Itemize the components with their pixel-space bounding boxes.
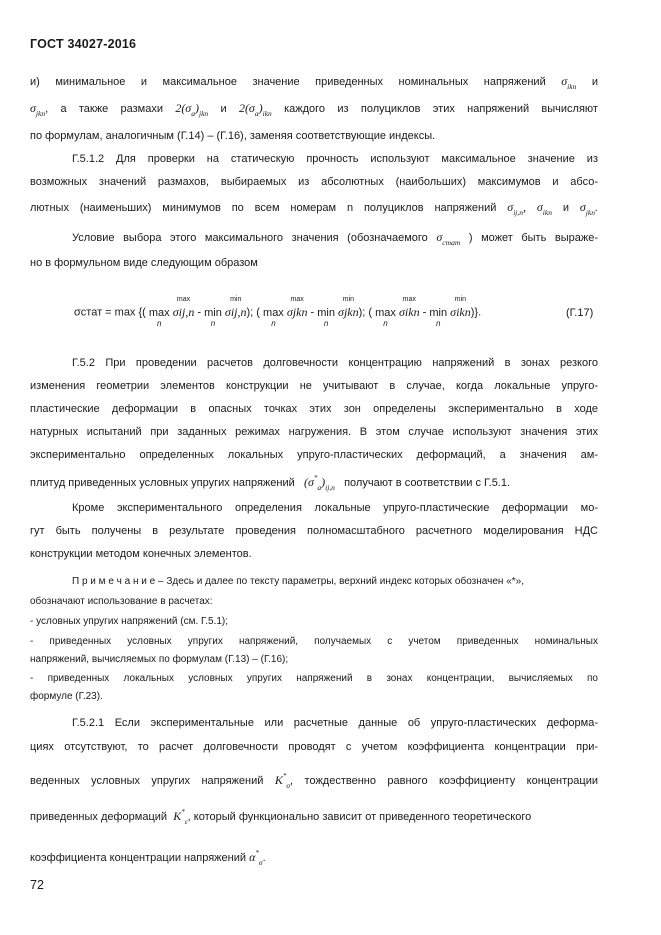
- formula-g17: σстат = max {( max n max σij,n - min n min σij,n); ( max n max σjkn - min n min σjkn); ( max n max σikn - min n min σikn)}.: [74, 296, 482, 328]
- paragraph-g52-line: изменения геометрии элементов конструкции не учитывают в случае, когда локальные упруго-: [30, 380, 598, 392]
- symbol-range-ikn: $2(\sigma_a)_{ikn}$: [238, 101, 272, 118]
- condition-line: Условие выбора этого максимального значения (обозначаемого $\sigma_{стат}$ ) может быть выраже-: [72, 230, 598, 247]
- note-line: П р и м е ч а н и е – Здесь и далее по тексту параметры, верхний индекс которых обозначен «*»,: [72, 576, 524, 587]
- symbol-sigma-stat: $\sigma_{стат}$: [436, 230, 461, 247]
- page-number: 72: [30, 878, 44, 892]
- paragraph-g512-line: возможных значений размахов, выбираемых из абсолютных (наибольших) максимумов и абсо-: [30, 176, 598, 188]
- min-operator: min n: [317, 306, 335, 328]
- paragraph-g521-line: циях отсутствуют, то расчет долговечности проводят с учетом коэффициента концентрации при-: [30, 741, 598, 753]
- symbol-alpha-sigma-star: $\alpha^*_\sigma$: [249, 849, 263, 867]
- paragraph-experimental-line: гут быть получены в результате проведения полномасштабного расчетного моделирования НДС: [30, 525, 598, 537]
- sigma-ijn-min: min σij,n: [224, 296, 247, 319]
- paragraph-g52-line: натурных испытаний при заданных режимах нагружения. В этом случае используют значения этих: [30, 426, 598, 438]
- paragraph-g52-line: плитуд приведенных условных упругих напряжений $(\sigma^*_a)_{ij,n}$ получают в соответствии с Г.5.1.: [30, 474, 511, 492]
- paragraph-g52-line: пластические деформации в опасных точках этих зон определены экспериментально в ходе: [30, 403, 598, 415]
- sigma-ijn-max: max σij,n: [172, 296, 195, 319]
- text-line: и) минимальное и максимальное значение приведенных номинальных напряжений $\sigma_{ikn}$ и: [30, 74, 599, 91]
- max-operator: max n: [375, 306, 396, 328]
- text-line: по формулам, аналогичным (Г.14) – (Г.16), заменяя соответствующие индексы.: [30, 130, 436, 142]
- max-operator: max n: [263, 306, 284, 328]
- symbol-sigma-jkn: $\sigma_{jkn}$.: [579, 200, 598, 217]
- paragraph-g52-line: экспериментально определенных локальных упруго-пластических деформаций, а значения ам-: [30, 449, 598, 461]
- sigma-ikn-min: min σikn: [450, 296, 471, 319]
- max-operator: max n: [148, 306, 170, 328]
- note-line: напряжений, вычисляемых по формулам (Г.13) – (Г.16);: [30, 654, 289, 665]
- paragraph-g52-line: Г.5.2 При проведении расчетов долговечности концентрацию напряжений в зонах резкого: [72, 357, 598, 369]
- paragraph-g521-line: приведенных деформаций $K^*_\varepsilon$, который функционально зависит от приведенного теоретического: [30, 808, 532, 826]
- paragraph-experimental-line: конструкции методом конечных элементов.: [30, 548, 252, 560]
- sigma-jkn-max: max σjkn: [286, 296, 308, 319]
- symbol-sigma-a-star-ijn: $(\sigma^*_a)_{ij,n}$: [303, 474, 335, 492]
- note-bullet: - приведенных условных упругих напряжений, получаемых с учетом приведенных номинальных: [30, 636, 598, 647]
- symbol-k-epsilon-star: $K^*_\varepsilon$: [173, 808, 188, 826]
- note-bullet: - приведенных локальных условных упругих напряжений в зонах концентрации, вычисляемых по: [30, 673, 598, 684]
- paragraph-g521-line: коэффициента концентрации напряжений $\alpha^*_\sigma$.: [30, 849, 266, 867]
- symbol-k-sigma-star: $K^*_\sigma$: [274, 772, 291, 790]
- symbol-sigma-jkn: $\sigma_{jkn}$: [30, 101, 46, 118]
- note-line: формуле (Г.23).: [30, 691, 103, 702]
- paragraph-g512-line: лютных (наименьших) минимумов по всем номерам n полуциклов напряжений $\sigma_{ij,n}$, $\sigma_{ikn}$ и $\sigma_{jkn}$.: [30, 200, 598, 217]
- paragraph-experimental-line: Кроме экспериментального определения локальные упруго-пластические деформации мо-: [72, 502, 598, 514]
- symbol-sigma-ijn: $\sigma_{ij,n}$,: [507, 200, 526, 217]
- sigma-ikn-max: max σikn: [398, 296, 420, 319]
- sigma-jkn-min: min σjkn: [338, 296, 359, 319]
- condition-line: но в формульном виде следующим образом: [30, 257, 258, 269]
- paragraph-g521-line: Г.5.2.1 Если экспериментальные или расчетные данные об упруго-пластических деформа-: [72, 717, 598, 729]
- formula-number: (Г.17): [566, 307, 594, 319]
- paragraph-g512-line: Г.5.1.2 Для проверки на статическую прочность используют максимальное значение из: [72, 153, 598, 165]
- paragraph-g521-line: веденных условных упругих напряжений $K^*_\sigma$, тождественно равного коэффициенту концентрации: [30, 772, 598, 790]
- symbol-range-jkn: $2(\sigma_a)_{jkn}$: [175, 101, 209, 118]
- symbol-sigma-ikn: $\sigma_{ikn}$: [561, 74, 577, 91]
- note-bullet: - условных упругих напряжений (см. Г.5.1);: [30, 616, 229, 627]
- note-line: обозначают использование в расчетах:: [30, 596, 213, 607]
- min-operator: min n: [204, 306, 222, 328]
- document-header: ГОСТ 34027-2016: [30, 37, 137, 51]
- symbol-sigma-ikn: $\sigma_{ikn}$: [536, 200, 552, 217]
- min-operator: min n: [429, 306, 448, 328]
- text-line: $\sigma_{jkn}$, а также размахи $2(\sigma_a)_{jkn}$ и $2(\sigma_a)_{ikn}$ каждого из полуциклов этих напряжений вычисляют: [30, 101, 598, 118]
